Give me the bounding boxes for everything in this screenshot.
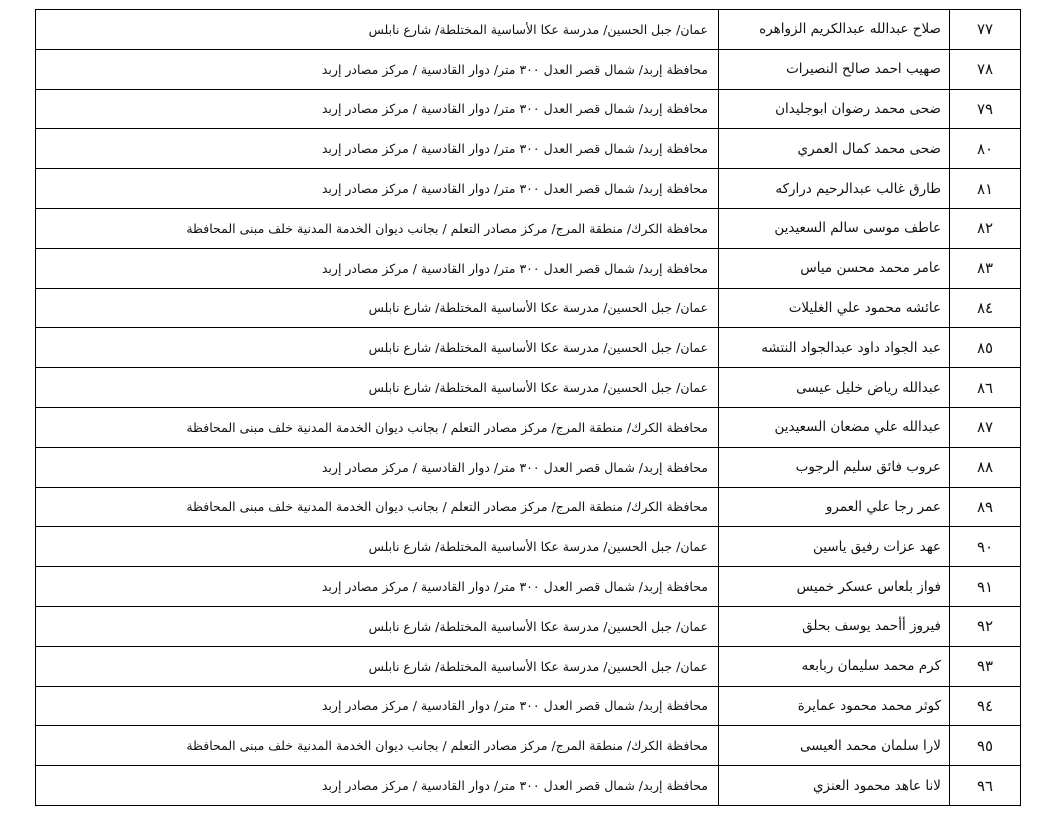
roster-table-body: [36, 10, 1021, 806]
table-row: [36, 646, 1021, 686]
row-name-cell: ضحى محمد رضوان ابوجليدان: [719, 89, 950, 129]
row-number-cell: ٨٣: [950, 248, 1021, 288]
row-number-cell: ٧٧: [950, 10, 1021, 50]
row-number-cell: ٩٢: [950, 606, 1021, 646]
row-number-cell: ٨٨: [950, 447, 1021, 487]
row-address-cell: محافظة إربد/ شمال قصر العدل ٣٠٠ متر/ دوار القادسية / مركز مصادر إربد: [36, 447, 719, 487]
row-address-cell: محافظة إربد/ شمال قصر العدل ٣٠٠ متر/ دوار القادسية / مركز مصادر إربد: [36, 169, 719, 209]
row-name-cell: كرم محمد سليمان ربابعه: [719, 646, 950, 686]
table-row: [36, 248, 1021, 288]
row-address-cell: عمان/ جبل الحسين/ مدرسة عكا الأساسية المختلطة/ شارع نابلس: [36, 646, 719, 686]
table-row: [36, 368, 1021, 408]
row-name-cell: صلاح عبدالله عبدالكريم الزواهره: [719, 10, 950, 50]
row-address-cell: محافظة الكرك/ منطقة المرج/ مركز مصادر التعلم / بجانب ديوان الخدمة المدنية خلف مبنى المحافظة: [36, 208, 719, 248]
row-number-cell: ٩١: [950, 567, 1021, 607]
row-address-cell: عمان/ جبل الحسين/ مدرسة عكا الأساسية المختلطة/ شارع نابلس: [36, 606, 719, 646]
row-number-cell: ٨٥: [950, 328, 1021, 368]
row-name-cell: صهيب احمد صالح النصيرات: [719, 49, 950, 89]
row-number-cell: ٨١: [950, 169, 1021, 209]
row-name-cell: عهد عزات رفيق ياسين: [719, 527, 950, 567]
row-number-cell: ٧٩: [950, 89, 1021, 129]
table-row: [36, 288, 1021, 328]
table-row: [36, 726, 1021, 766]
row-address-cell: محافظة إربد/ شمال قصر العدل ٣٠٠ متر/ دوار القادسية / مركز مصادر إربد: [36, 89, 719, 129]
roster-table: [35, 9, 1021, 806]
row-name-cell: عروب فائق سليم الرجوب: [719, 447, 950, 487]
row-name-cell: لارا سلمان محمد العيسى: [719, 726, 950, 766]
row-address-cell: محافظة إربد/ شمال قصر العدل ٣٠٠ متر/ دوار القادسية / مركز مصادر إربد: [36, 766, 719, 806]
row-name-cell: لانا عاهد محمود العنزي: [719, 766, 950, 806]
row-name-cell: عبد الجواد داود عبدالجواد النتشه: [719, 328, 950, 368]
document-page: [35, 9, 1021, 806]
row-address-cell: عمان/ جبل الحسين/ مدرسة عكا الأساسية المختلطة/ شارع نابلس: [36, 288, 719, 328]
row-name-cell: عمر رجا علي العمرو: [719, 487, 950, 527]
row-name-cell: ضحى محمد كمال العمري: [719, 129, 950, 169]
row-number-cell: ٩٤: [950, 686, 1021, 726]
row-number-cell: ٩٦: [950, 766, 1021, 806]
row-number-cell: ٨٢: [950, 208, 1021, 248]
row-name-cell: عاطف موسى سالم السعيدين: [719, 208, 950, 248]
row-number-cell: ٨٤: [950, 288, 1021, 328]
row-address-cell: محافظة إربد/ شمال قصر العدل ٣٠٠ متر/ دوار القادسية / مركز مصادر إربد: [36, 248, 719, 288]
row-number-cell: ٩٠: [950, 527, 1021, 567]
row-number-cell: ٧٨: [950, 49, 1021, 89]
table-row: [36, 169, 1021, 209]
row-name-cell: فيروز أأحمد يوسف بحلق: [719, 606, 950, 646]
row-address-cell: محافظة الكرك/ منطقة المرج/ مركز مصادر التعلم / بجانب ديوان الخدمة المدنية خلف مبنى المحافظة: [36, 487, 719, 527]
table-row: [36, 129, 1021, 169]
row-address-cell: عمان/ جبل الحسين/ مدرسة عكا الأساسية المختلطة/ شارع نابلس: [36, 368, 719, 408]
table-row: [36, 208, 1021, 248]
row-number-cell: ٩٥: [950, 726, 1021, 766]
row-name-cell: عبدالله علي مضعان السعيدين: [719, 407, 950, 447]
row-address-cell: عمان/ جبل الحسين/ مدرسة عكا الأساسية المختلطة/ شارع نابلس: [36, 527, 719, 567]
row-number-cell: ٨٠: [950, 129, 1021, 169]
row-number-cell: ٨٧: [950, 407, 1021, 447]
row-name-cell: عبدالله رياض خليل عيسى: [719, 368, 950, 408]
table-row: [36, 766, 1021, 806]
row-address-cell: محافظة إربد/ شمال قصر العدل ٣٠٠ متر/ دوار القادسية / مركز مصادر إربد: [36, 567, 719, 607]
table-row: [36, 686, 1021, 726]
table-row: [36, 328, 1021, 368]
row-address-cell: محافظة إربد/ شمال قصر العدل ٣٠٠ متر/ دوار القادسية / مركز مصادر إربد: [36, 49, 719, 89]
row-address-cell: محافظة الكرك/ منطقة المرج/ مركز مصادر التعلم / بجانب ديوان الخدمة المدنية خلف مبنى المحافظة: [36, 407, 719, 447]
row-number-cell: ٨٩: [950, 487, 1021, 527]
row-address-cell: عمان/ جبل الحسين/ مدرسة عكا الأساسية المختلطة/ شارع نابلس: [36, 328, 719, 368]
table-row: [36, 447, 1021, 487]
row-name-cell: فواز بلعاس عسكر خميس: [719, 567, 950, 607]
table-row: [36, 89, 1021, 129]
table-row: [36, 487, 1021, 527]
table-row: [36, 567, 1021, 607]
row-address-cell: محافظة الكرك/ منطقة المرج/ مركز مصادر التعلم / بجانب ديوان الخدمة المدنية خلف مبنى المحافظة: [36, 726, 719, 766]
table-row: [36, 606, 1021, 646]
row-name-cell: كوثر محمد محمود عمايرة: [719, 686, 950, 726]
row-name-cell: طارق غالب عبدالرحيم دراركه: [719, 169, 950, 209]
table-row: [36, 527, 1021, 567]
row-address-cell: عمان/ جبل الحسين/ مدرسة عكا الأساسية المختلطة/ شارع نابلس: [36, 10, 719, 50]
table-row: [36, 10, 1021, 50]
row-name-cell: عائشه محمود علي الغليلات: [719, 288, 950, 328]
row-name-cell: عامر محمد محسن مياس: [719, 248, 950, 288]
row-address-cell: محافظة إربد/ شمال قصر العدل ٣٠٠ متر/ دوار القادسية / مركز مصادر إربد: [36, 686, 719, 726]
table-row: [36, 407, 1021, 447]
row-address-cell: محافظة إربد/ شمال قصر العدل ٣٠٠ متر/ دوار القادسية / مركز مصادر إربد: [36, 129, 719, 169]
table-row: [36, 49, 1021, 89]
row-number-cell: ٨٦: [950, 368, 1021, 408]
row-number-cell: ٩٣: [950, 646, 1021, 686]
